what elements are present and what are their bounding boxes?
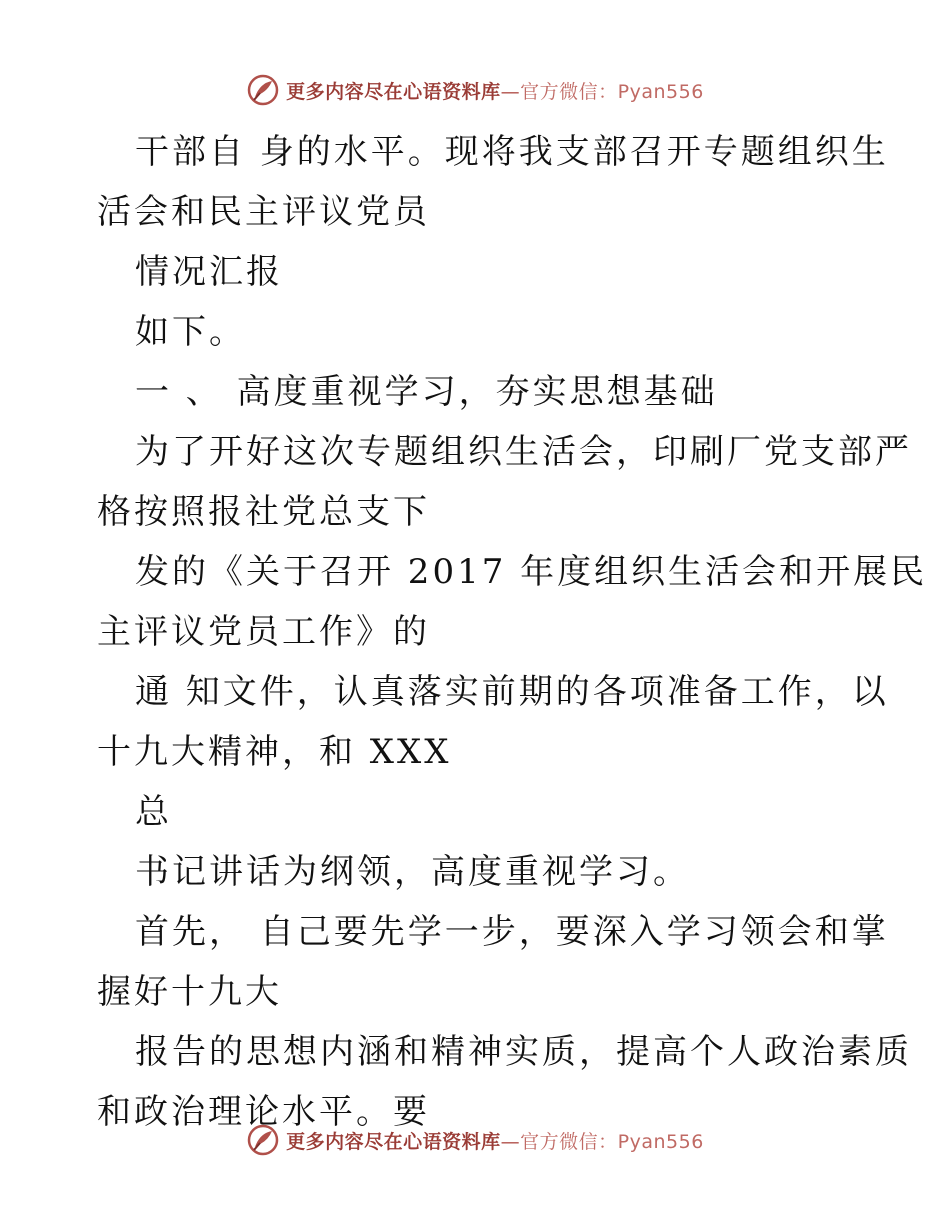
footer-watermark-banner: [0, 1120, 950, 1160]
document-line: 干部自 身的水平。现将我支部召开专题组织生: [135, 132, 889, 172]
document-line: 总: [135, 792, 172, 832]
document-line: 情况汇报: [135, 252, 283, 292]
document-line: 通 知文件，认真落实前期的各项准备工作，以: [135, 672, 889, 712]
document-line: 格按照报社党总支下: [97, 492, 430, 532]
document-line: 和政治理论水平。要: [97, 1092, 430, 1132]
leaf-pen-logo-icon: [246, 1123, 280, 1157]
header-banner-text: [286, 77, 704, 104]
footer-brand-text: 更多内容尽在心语资料库: [286, 1130, 501, 1153]
document-line: 握好十九大: [97, 972, 282, 1012]
document-line: 一 、 高度重视学习，夯实思想基础: [135, 372, 718, 412]
header-wechat-text: 官方微信：Pyan556: [520, 80, 704, 103]
document-line: 十九大精神，和 XXX: [97, 732, 452, 772]
document-line: 首先， 自己要先学一步，要深入学习领会和掌: [135, 912, 889, 952]
footer-separator: —: [500, 1130, 521, 1153]
document-line: 为了开好这次专题组织生活会，印刷厂党支部严: [135, 432, 912, 472]
document-line: 活会和民主评议党员: [97, 192, 430, 232]
document-line: 发的《关于召开 2017 年度组织生活会和开展民: [135, 552, 928, 592]
document-line: 主评议党员工作》的: [97, 612, 430, 652]
header-watermark-banner: [0, 70, 950, 110]
document-line: 报告的思想内涵和精神实质，提高个人政治素质: [135, 1032, 912, 1072]
document-body: [97, 122, 928, 1142]
footer-wechat-text: 官方微信：Pyan556: [520, 1130, 704, 1153]
header-separator: —: [500, 80, 521, 103]
footer-banner-text: [286, 1127, 704, 1154]
header-brand-text: 更多内容尽在心语资料库: [286, 80, 501, 103]
leaf-pen-logo-icon: [246, 73, 280, 107]
document-line: 如下。: [135, 312, 246, 352]
document-line: 书记讲话为纲领，高度重视学习。: [135, 852, 690, 892]
